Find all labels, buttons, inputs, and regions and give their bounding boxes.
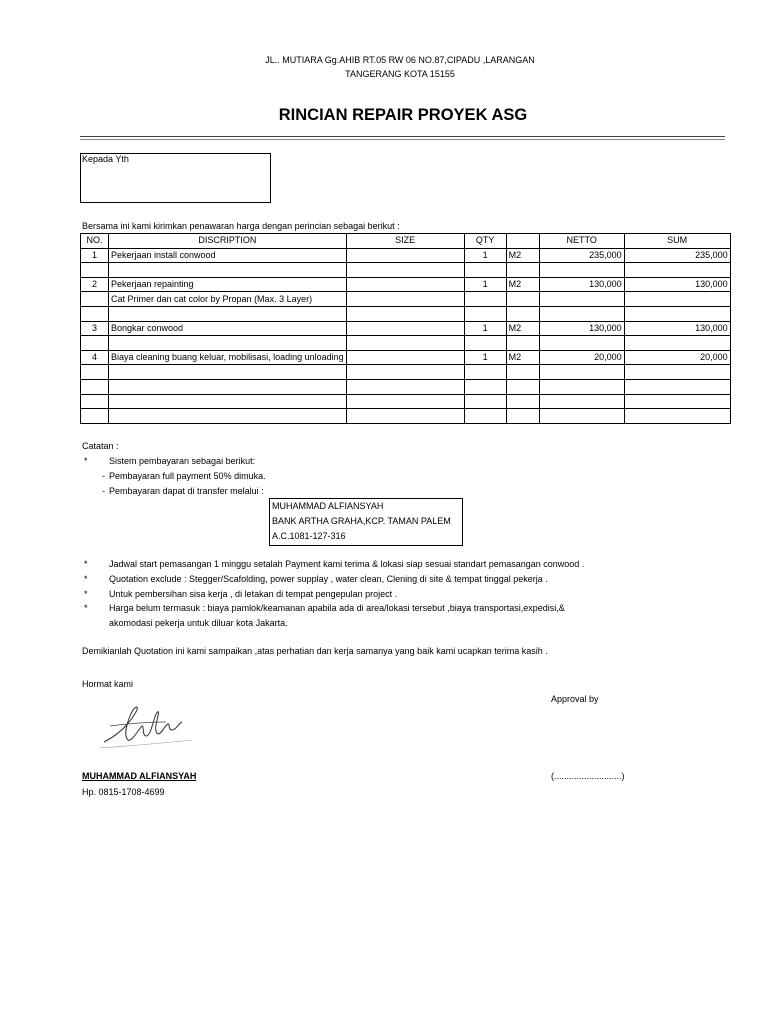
table-row [81,321,731,336]
cell-size [346,350,464,365]
header-qty: QTY [464,234,506,249]
cell-netto: 130,000 [539,277,624,292]
cell-unit: M2 [506,277,539,292]
cell-sum [624,365,730,380]
cell-qty [464,379,506,394]
intro-text: Bersama ini kami kirimkan penawaran harga dengan perincian sebagai berikut : [82,221,400,231]
header-size: SIZE [346,234,464,249]
cell-size [346,365,464,380]
cell-size [346,409,464,424]
recipient-label: Kepada Yth [82,154,129,164]
cell-unit [506,394,539,409]
cell-no [81,336,109,351]
note-item: Jadwal start pemasangan 1 minggu setalah Payment kami terima & lokasi siap sesuai standart pemasangan conwood . [109,559,585,569]
note-item-continuation: akomodasi pekerja untuk diluar kota Jakarta. [109,618,288,628]
table-row [81,365,731,380]
cell-no: 1 [81,248,109,263]
address-line-1: JL.. MUTIARA Gg.AHIB RT.05 RW 06 NO.87,CIPADU ,LARANGAN [265,55,535,65]
cell-no [81,263,109,278]
dash-icon: - [102,486,105,496]
bank-details-box [269,498,463,546]
cell-sum [624,379,730,394]
cell-description: Pekerjaan install conwood [109,248,347,263]
cell-qty [464,263,506,278]
cell-netto [539,379,624,394]
cell-size [346,248,464,263]
bullet-icon: * [84,589,88,599]
cell-sum: 235,000 [624,248,730,263]
bank-account-number: A.C.1081-127-316 [272,531,346,541]
cell-no [81,379,109,394]
cell-unit [506,365,539,380]
greeting: Hormat kami [82,679,134,689]
cell-description: Biaya cleaning buang keluar, mobilisasi, loading unloading [109,350,347,365]
cell-description: Bongkar conwood [109,321,347,336]
cell-sum: 130,000 [624,321,730,336]
cell-size [346,277,464,292]
payment-full: Pembayaran full payment 50% dimuka. [109,471,266,481]
cell-sum: 20,000 [624,350,730,365]
signatory-phone: Hp. 0815-1708-4699 [82,787,165,797]
cell-no [81,292,109,307]
items-table [80,233,731,424]
payment-title: Sistem pembayaran sebagai berikut: [109,456,256,466]
table-row [81,379,731,394]
bullet-icon: * [84,559,88,569]
cell-sum: 130,000 [624,277,730,292]
bank-name: BANK ARTHA GRAHA,KCP. TAMAN PALEM [272,516,451,526]
cell-netto [539,394,624,409]
cell-netto [539,409,624,424]
table-row [81,306,731,321]
approval-signature-blank: (...........................) [551,771,625,781]
cell-description [109,263,347,278]
header-sum: SUM [624,234,730,249]
cell-netto: 130,000 [539,321,624,336]
cell-description [109,394,347,409]
cell-description: Pekerjaan repainting [109,277,347,292]
cell-description [109,336,347,351]
cell-unit [506,292,539,307]
notes-label: Catatan : [82,441,119,451]
cell-netto [539,365,624,380]
cell-qty: 1 [464,248,506,263]
cell-description [109,409,347,424]
cell-netto [539,292,624,307]
table-row [81,292,731,307]
cell-sum [624,336,730,351]
table-row [81,350,731,365]
cell-size [346,379,464,394]
cell-unit [506,336,539,351]
table-row [81,394,731,409]
cell-sum [624,409,730,424]
cell-unit: M2 [506,350,539,365]
cell-description [109,365,347,380]
note-item: Harga belum termasuk : biaya pamlok/keamanan apabila ada di area/lokasi tersebut ,biaya transportasi,expedisi,& [109,603,565,613]
cell-description [109,306,347,321]
cell-unit [506,306,539,321]
cell-no [81,365,109,380]
cell-qty: 1 [464,277,506,292]
bullet-icon: * [84,603,88,613]
cell-size [346,336,464,351]
cell-unit [506,409,539,424]
note-item: Quotation exclude : Stegger/Scafolding, power supplay , water clean, Clening di site & tempat tinggal pekerja . [109,574,548,584]
cell-netto: 235,000 [539,248,624,263]
cell-sum [624,394,730,409]
table-row [81,263,731,278]
cell-netto [539,263,624,278]
cell-qty [464,292,506,307]
cell-qty [464,365,506,380]
cell-no: 4 [81,350,109,365]
header-divider-bottom [80,139,725,140]
cell-unit [506,379,539,394]
cell-size [346,321,464,336]
cell-unit [506,263,539,278]
cell-qty [464,409,506,424]
cell-description: Cat Primer dan cat color by Propan (Max. 3 Layer) [109,292,347,307]
cell-qty: 1 [464,350,506,365]
cell-size [346,292,464,307]
header-unit [506,234,539,249]
document-title: RINCIAN REPAIR PROYEK ASG [278,106,528,124]
header-netto: NETTO [539,234,624,249]
cell-qty [464,394,506,409]
recipient-box [80,153,271,203]
cell-size [346,394,464,409]
header-description: DISCRIPTION [109,234,347,249]
cell-unit: M2 [506,248,539,263]
header-no: NO. [81,234,109,249]
header-divider-top [80,136,725,137]
cell-no [81,409,109,424]
address-line-2: TANGERANG KOTA 15155 [345,69,455,79]
cell-no: 3 [81,321,109,336]
cell-sum [624,306,730,321]
cell-sum [624,263,730,278]
cell-sum [624,292,730,307]
payment-transfer: Pembayaran dapat di transfer melalui : [109,486,264,496]
signatory-name: MUHAMMAD ALFIANSYAH [82,771,197,781]
cell-qty [464,336,506,351]
cell-unit: M2 [506,321,539,336]
cell-netto [539,306,624,321]
cell-netto: 20,000 [539,350,624,365]
table-header-row [81,234,731,249]
cell-no [81,306,109,321]
table-row [81,277,731,292]
table-row [81,248,731,263]
cell-size [346,306,464,321]
cell-size [346,263,464,278]
approval-label: Approval by [551,694,599,704]
dash-icon: - [102,471,105,481]
cell-description [109,379,347,394]
note-item: Untuk pembersihan sisa kerja , di letakan di tempat pengepulan project . [109,589,398,599]
cell-no [81,394,109,409]
closing-text: Demikianlah Quotation ini kami sampaikan ,atas perhatian dan kerja samanya yang baik kami ucapkan terima kasih . [82,646,548,656]
table-row [81,336,731,351]
bullet-icon: * [84,456,88,466]
bank-account-name: MUHAMMAD ALFIANSYAH [272,501,384,511]
signature-image [96,696,206,756]
cell-netto [539,336,624,351]
cell-no: 2 [81,277,109,292]
cell-qty: 1 [464,321,506,336]
cell-qty [464,306,506,321]
table-row [81,409,731,424]
bullet-icon: * [84,574,88,584]
